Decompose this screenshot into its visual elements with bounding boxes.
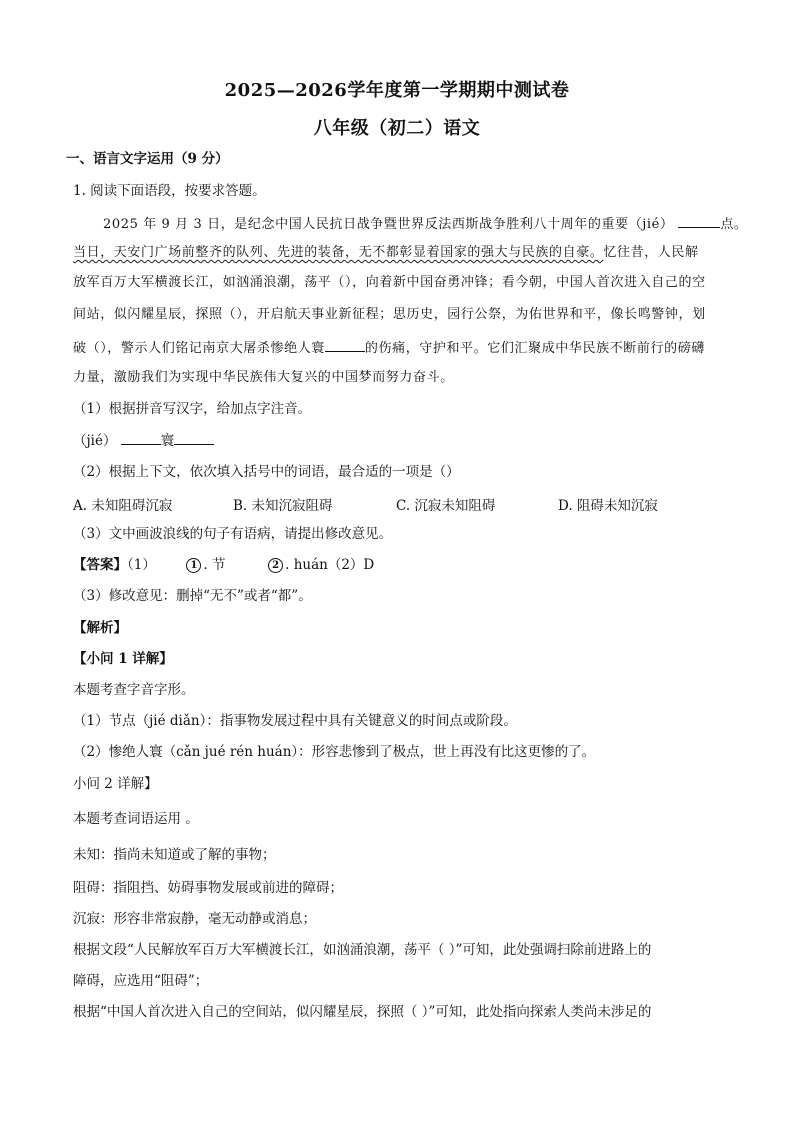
answer-1-text: . 节 bbox=[203, 557, 226, 573]
circled-number-2: 2 bbox=[268, 558, 283, 573]
char-huan-label: 寰 bbox=[160, 433, 175, 449]
wavy-underlined-sentence: 当日，天安门广场前整齐的队列、先进的装备，无不都彰显着国家的强大与民族的自豪。 bbox=[73, 245, 604, 260]
passage-line-6: 力量，激励我们为实现中华民族伟大复兴的中国梦而努力奋斗。 bbox=[73, 370, 454, 385]
passage-line-2 bbox=[73, 244, 699, 262]
sub-question-2: （2）根据上下文，依次填入括号中的词语，最合适的一项是（） bbox=[73, 464, 460, 480]
passage-line-1 bbox=[103, 214, 748, 234]
sub-q1-item-1: （1）节点（jié diǎn）：指事物发展过程中具有关键意义的时间点或阶段。 bbox=[73, 713, 517, 729]
passage-blank-can[interactable] bbox=[325, 338, 365, 352]
option-c[interactable]: C. 沉寂未知阻碍 bbox=[396, 498, 496, 514]
definition-silence: 沉寂：形容非常寂静，毫无动静或消息； bbox=[73, 911, 316, 927]
sub-q2-detail-label: 小问 2 详解】 bbox=[73, 776, 158, 792]
question-1-prompt: 1. 阅读下面语段，按要求答题。 bbox=[73, 183, 266, 199]
passage-line-1-end: 点。 bbox=[720, 217, 748, 232]
pinyin-jie-label: （jié） bbox=[73, 433, 117, 449]
answer-blank-jie[interactable] bbox=[121, 431, 161, 445]
sub-q1-item-2: （2）惨绝人寰（cǎn jué rén huán）：形容悲惨到了极点，世上再没有比这更惨的了。 bbox=[73, 744, 596, 760]
answer-blank-huan[interactable] bbox=[174, 431, 214, 445]
passage-line-5-end: 的伤痛，守护和平。它们汇聚成中华民族不断前行的磅礴 bbox=[364, 341, 705, 356]
sub-question-1-fill bbox=[73, 431, 214, 450]
passage-blank-jie[interactable] bbox=[678, 214, 720, 228]
definition-obstacle: 阻碍：指阻挡、妨碍事物发展或前进的障碍； bbox=[73, 880, 343, 896]
answer-line-3: （3）修改意见：删掉“无不”或者“都”。 bbox=[73, 588, 312, 604]
option-b[interactable]: B. 未知沉寂阻碍 bbox=[233, 498, 333, 514]
passage-line-5 bbox=[73, 338, 705, 358]
passage-line-4: 间站，似闪耀星辰，探照（），开启航天事业新征程；思历史，园行公祭，为佑世界和平，像长鸣警钟，划 bbox=[73, 307, 706, 322]
answer-line-1 bbox=[73, 556, 374, 574]
sub-question-3: （3）文中画波浪线的句子有语病，请提出修改意见。 bbox=[73, 526, 393, 542]
option-d[interactable]: D. 阻碍未知沉寂 bbox=[558, 498, 658, 514]
passage-line-5-text: 破（），警示人们铭记南京大屠杀惨绝人寰 bbox=[73, 341, 325, 356]
sub-q1-intro: 本题考查字音字形。 bbox=[73, 682, 195, 698]
reasoning-1-line-1: 根据文段“人民解放军百万大军横渡长江，如汹涌浪潮，荡平（ ）”可知，此处强调扫除前进路上的 bbox=[73, 942, 652, 958]
reasoning-1-line-2: 障碍，应选用“阻碍”； bbox=[73, 973, 209, 989]
exam-title: 2025—2026学年度第一学期期中测试卷 bbox=[224, 80, 570, 101]
sub-q2-intro: 本题考查词语运用 。 bbox=[73, 811, 199, 827]
option-a[interactable]: A. 未知阻碍沉寂 bbox=[73, 498, 173, 514]
answer-label: 【答案】 bbox=[73, 557, 127, 573]
circled-number-1: 1 bbox=[186, 558, 201, 573]
passage-line-2-end: 忆往昔，人民解 bbox=[603, 245, 699, 260]
answer-2-text: . huán（2）D bbox=[285, 557, 375, 573]
passage-line-3: 放军百万大军横渡长江，如汹涌浪潮，荡平（），向着新中国奋勇冲锋；看今朝，中国人首次进入自己的空 bbox=[73, 275, 706, 290]
exam-subtitle: 八年级（初二）语文 bbox=[313, 118, 481, 139]
sub-question-1: （1）根据拼音写汉字，给加点字注音。 bbox=[73, 401, 312, 417]
reasoning-2-line-1: 根据“中国人首次进入自己的空间站，似闪耀星辰，探照（ ）”可知，此处指向探索人类尚未涉足的 bbox=[73, 1004, 652, 1020]
definition-unknown: 未知：指尚未知道或了解的事物； bbox=[73, 847, 276, 863]
passage-line-1-text: 2025 年 9 月 3 日，是纪念中国人民抗日战争暨世界反法西斯战争胜利八十周年的重要（jié） bbox=[103, 217, 674, 232]
analysis-label: 【解析】 bbox=[73, 620, 127, 636]
answer-part-1: （1） bbox=[127, 557, 156, 573]
section-heading: 一、语言文字运用（9 分） bbox=[66, 151, 229, 167]
sub-q1-detail-label: 【小问 1 详解】 bbox=[73, 651, 173, 667]
